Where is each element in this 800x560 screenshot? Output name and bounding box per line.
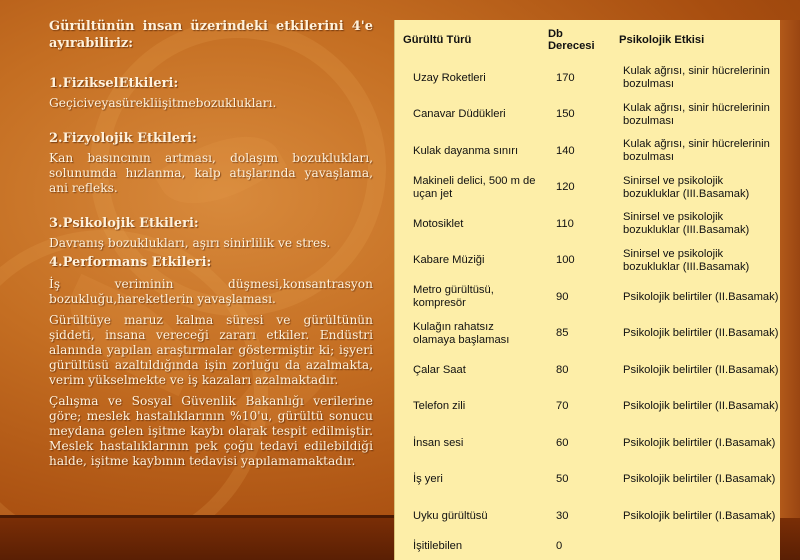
table-row (395, 316, 780, 353)
table-row (395, 425, 780, 462)
table-row (395, 206, 780, 243)
table-row (395, 389, 780, 426)
column-header-db-label: Db Derecesi (547, 28, 595, 52)
cell-db-level: 170 (555, 71, 575, 84)
cell-psychological-effect: Psikolojik belirtiler (II.Basamak) (623, 327, 779, 340)
table-row (395, 498, 780, 535)
cell-noise-type: İnsan sesi (413, 436, 464, 449)
intro-heading: Gürültünün insan üzerindeki etkilerini 4'e ayırabiliriz: (49, 19, 373, 51)
cell-noise-type: Çalar Saat (413, 363, 466, 376)
cell-noise-type: Uzay Roketleri (413, 71, 486, 84)
cell-noise-type: Kulağın rahatsız olamaya başlaması (413, 320, 510, 346)
cell-psychological-effect: Psikolojik belirtiler (I.Basamak) (623, 436, 776, 449)
table-row (395, 279, 780, 316)
table-row (395, 133, 780, 170)
section-title-performans: 4.Performans Etkileri: (49, 255, 212, 270)
cell-db-level: 60 (555, 436, 569, 449)
cell-psychological-effect: Psikolojik belirtiler (II.Basamak) (623, 400, 779, 413)
section-text-psikolojik: Davranış bozuklukları, aşırı sinirlilik ve stres. (49, 236, 331, 250)
cell-db-level: 70 (555, 400, 569, 413)
section-text-fiziksel: Geçiciveyasürekliişitmebozuklukları. (49, 96, 277, 110)
cell-psychological-effect: Psikolojik belirtiler (I.Basamak) (623, 473, 776, 486)
noise-table-panel (394, 20, 780, 560)
cell-psychological-effect: Sinirsel ve psikolojik bozukluklar (III.Basamak) (623, 247, 750, 273)
cell-psychological-effect: Kulak ağrısı, sinir hücrelerinin bozulması (623, 101, 770, 127)
cell-db-level: 0 (555, 540, 563, 552)
paragraph-ministry: Çalışma ve Sosyal Güvenlik Bakanlığı verilerine göre; meslek hastalıklarının %10'u, gürültü sonucu meydana gelen işitme kaybı olarak tespit edilmiştir. Meslek hastalıklarının pek çoğu tedavi edilebildiği halde, işitme kaybının tedavisi yapılamamaktadır. (49, 394, 373, 468)
table-row (395, 243, 780, 280)
section-title-fiziksel: 1.FizikselEtkileri: (49, 76, 179, 91)
cell-noise-type: Canavar Düdükleri (413, 108, 506, 121)
table-row (395, 170, 780, 207)
column-header-type: Gürültü Türü (403, 34, 472, 46)
cell-db-level: 30 (555, 509, 569, 522)
section-title-fizyolojik: 2.Fizyolojik Etkileri: (49, 131, 197, 146)
cell-noise-type: İş yeri (413, 473, 443, 486)
cell-noise-type: Uyku gürültüsü (413, 509, 488, 522)
cell-db-level: 140 (555, 144, 575, 157)
cell-psychological-effect: Psikolojik belirtiler (II.Basamak) (623, 363, 779, 376)
table-row (395, 462, 780, 499)
section-text-fizyolojik: Kan basıncının artması, dolaşım bozuklukları, solunumda hızlanma, kalp atışlarında yavaşlama, ani refleks. (49, 151, 373, 195)
cell-psychological-effect (613, 535, 780, 559)
cell-noise-type: Makineli delici, 500 m de uçan jet (413, 174, 536, 200)
cell-db-level: 150 (555, 108, 575, 121)
table-row (395, 97, 780, 134)
paragraph-exposure: Gürültüye maruz kalma süresi ve gürültünün şiddeti, insana vereceği zararı etkiler. Endüstri alanında yapılan araştırmalar göstermiştir ki; işyeri gürültüsü azaltıldığında işin zorluğu da azalmakta, verim yükselmekte ve iş kazaları azalmaktadır. (49, 313, 373, 387)
table-row (395, 60, 780, 97)
cell-psychological-effect: Kulak ağrısı, sinir hücrelerinin bozulması (623, 65, 770, 91)
cell-noise-type: Telefon zili (413, 400, 466, 413)
cell-db-level: 100 (555, 254, 575, 267)
cell-db-level: 50 (555, 473, 569, 486)
cell-noise-type: İşitilebilen (413, 540, 463, 552)
cell-noise-type: Metro gürültüsü, kompresör (413, 284, 494, 310)
panel-edge (779, 20, 800, 518)
noise-table (395, 20, 780, 559)
cell-db-level: 120 (555, 181, 575, 194)
column-header-db (536, 20, 613, 60)
cell-psychological-effect: Sinirsel ve psikolojik bozukluklar (III.Basamak) (623, 211, 750, 237)
cell-psychological-effect: Sinirsel ve psikolojik bozukluklar (III.Basamak) (623, 174, 750, 200)
cell-db-level: 80 (555, 363, 569, 376)
column-header-effect: Psikolojik Etkisi (619, 34, 705, 46)
cell-psychological-effect: Psikolojik belirtiler (I.Basamak) (623, 509, 776, 522)
cell-db-level: 90 (555, 290, 569, 303)
cell-noise-type: Kulak dayanma sınırı (413, 144, 519, 157)
cell-psychological-effect: Kulak ağrısı, sinir hücrelerinin bozulması (623, 138, 770, 164)
table-header-row (395, 20, 780, 60)
table-row (395, 535, 780, 559)
section-text-performans: İş veriminin düşmesi,konsantrasyon bozukluğu,hareketlerin yavaşlaması. (49, 277, 373, 306)
cell-psychological-effect: Psikolojik belirtiler (II.Basamak) (623, 290, 779, 303)
cell-db-level: 110 (555, 217, 574, 230)
table-body (395, 60, 780, 559)
left-text-column (49, 18, 373, 469)
cell-noise-type: Kabare Müziği (413, 254, 485, 267)
section-title-psikolojik: 3.Psikolojik Etkileri: (49, 216, 199, 231)
table-row (395, 352, 780, 389)
cell-db-level: 85 (555, 327, 569, 340)
cell-noise-type: Motosiklet (413, 217, 464, 230)
